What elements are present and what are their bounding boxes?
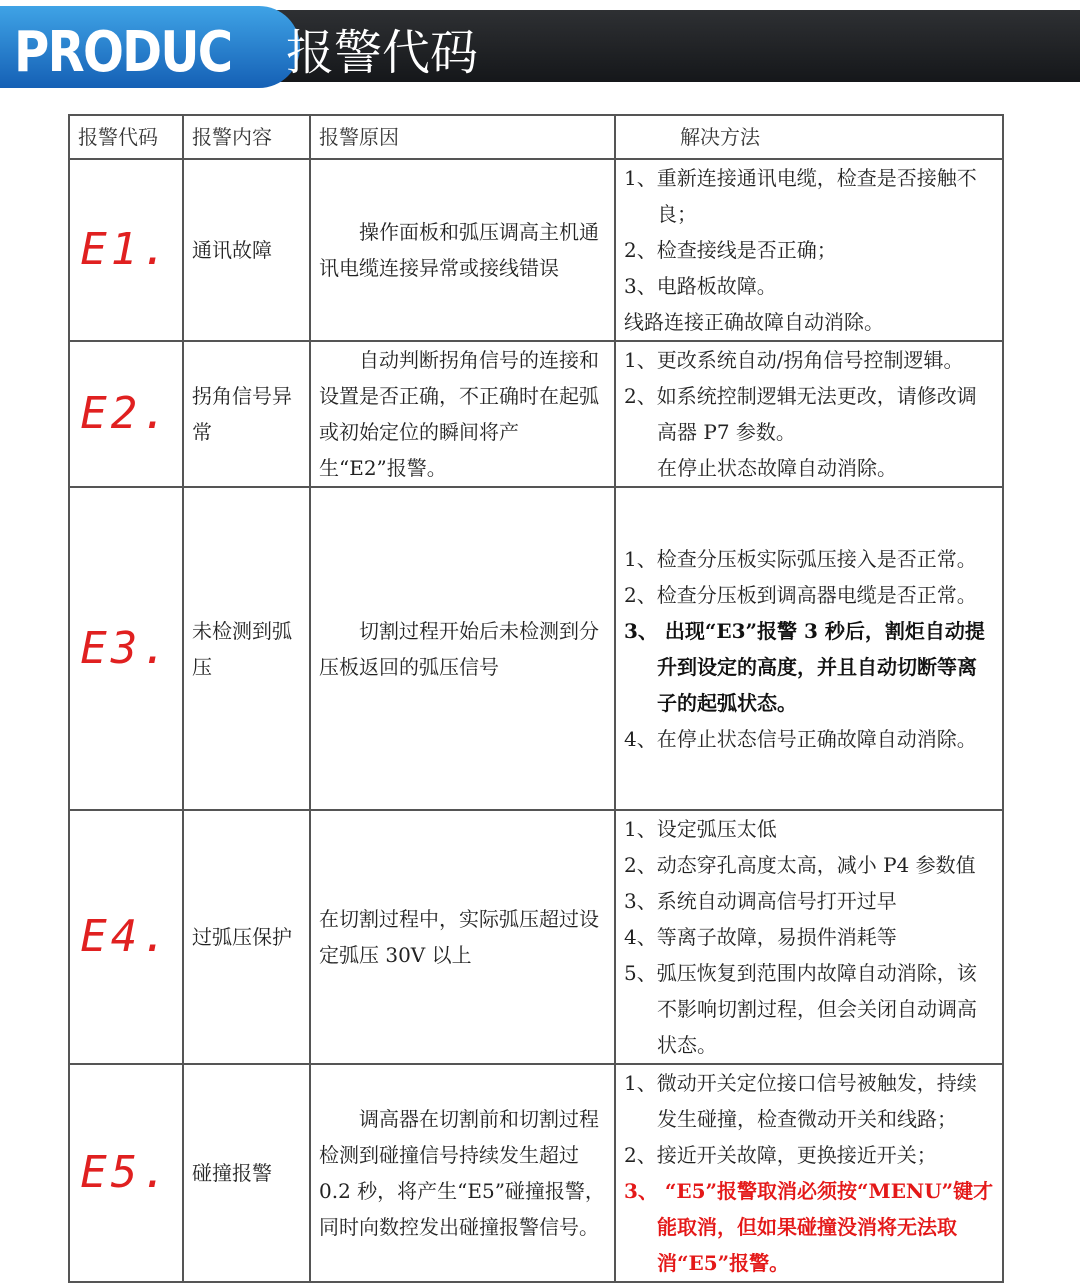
- alarm-cause: 自动判断拐角信号的连接和设置是否正确，不正确时在起弧或初始定位的瞬间将产生“E2”报警。: [310, 341, 615, 487]
- page-title: 报警代码: [286, 25, 479, 81]
- table-row: [69, 1064, 1003, 1282]
- alarm-cause: 调高器在切割前和切割过程检测到碰撞信号持续发生超过 0.2 秒，将产生“E5”碰撞报警，同时向数控发出碰撞报警信号。: [310, 1064, 615, 1282]
- table-row: [69, 341, 1003, 487]
- table-row: [69, 810, 1003, 1064]
- header-solution: 解决方法: [615, 115, 1003, 159]
- solution-line: 1、检查分压板实际弧压接入是否正常。: [624, 546, 977, 571]
- solution-line: 4、等离子故障，易损件消耗等: [624, 925, 897, 949]
- table-header-row: [69, 115, 1003, 159]
- banner-logo-badge: [0, 6, 300, 88]
- alarm-cause: 在切割过程中，实际弧压超过设定弧压 30V 以上: [310, 810, 615, 1064]
- banner-logo: PRODUC: [14, 20, 232, 85]
- solution-line: 1、重新连接通讯电缆，检查是否接触不良；: [624, 166, 977, 226]
- solution-line: 2、如系统控制逻辑无法更改，请修改调高器 P7 参数。: [624, 384, 977, 444]
- alarm-solution: [615, 341, 1003, 487]
- alarm-code: E5.: [69, 1064, 183, 1282]
- header-code: 报警代码: [69, 115, 183, 159]
- alarm-cause: 切割过程开始后未检测到分压板返回的弧压信号: [310, 487, 615, 810]
- alarm-content: 拐角信号异常: [183, 341, 310, 487]
- solution-line: 1、微动开关定位接口信号被触发，持续发生碰撞，检查微动开关和线路；: [624, 1071, 977, 1131]
- solution-line: 线路连接正确故障自动消除。: [624, 310, 884, 334]
- solution-line: 4、在停止状态信号正确故障自动消除。: [624, 726, 977, 751]
- header-banner: [0, 0, 1080, 92]
- table-row: [69, 159, 1003, 341]
- header-content: 报警内容: [183, 115, 310, 159]
- solution-line: 1、更改系统自动/拐角信号控制逻辑。: [624, 348, 964, 372]
- solution-line: 3、 出现“E3”报警 3 秒后，割炬自动提升到设定的高度，并且自动切断等离子的起弧状态。: [624, 618, 985, 715]
- alarm-code: E4.: [69, 810, 183, 1064]
- alarm-content: 未检测到弧压: [183, 487, 310, 810]
- solution-line: 3、系统自动调高信号打开过早: [624, 889, 897, 913]
- alarm-code: E1.: [69, 159, 183, 341]
- alarm-code-table: [68, 114, 1004, 1283]
- alarm-content: 碰撞报警: [183, 1064, 310, 1282]
- solution-line: 5、弧压恢复到范围内故障自动消除，该不影响切割过程，但会关闭自动调高状态。: [624, 961, 977, 1057]
- solution-line-warning: 3、 “E5”报警取消必须按“MENU”键才能取消，但如果碰撞没消将无法取消“E5”报警。: [624, 1179, 994, 1275]
- solution-line: 2、动态穿孔高度太高，减小 P4 参数值: [624, 853, 976, 877]
- alarm-solution: [615, 487, 1003, 810]
- alarm-content: 过弧压保护: [183, 810, 310, 1064]
- alarm-code: E2.: [69, 341, 183, 487]
- alarm-code: E3.: [69, 487, 183, 810]
- alarm-solution: [615, 810, 1003, 1064]
- alarm-solution: [615, 159, 1003, 341]
- solution-line: 1、设定弧压太低: [624, 817, 777, 841]
- solution-line: 3、电路板故障。: [624, 274, 777, 298]
- header-cause: 报警原因: [310, 115, 615, 159]
- table-row: [69, 487, 1003, 810]
- solution-line: 在停止状态故障自动消除。: [657, 456, 897, 480]
- solution-line: 2、接近开关故障，更换接近开关；: [624, 1143, 937, 1167]
- solution-line: 2、检查分压板到调高器电缆是否正常。: [624, 582, 977, 607]
- alarm-solution: [615, 1064, 1003, 1282]
- solution-line: 2、检查接线是否正确；: [624, 238, 837, 262]
- alarm-cause: 操作面板和弧压调高主机通讯电缆连接异常或接线错误: [310, 159, 615, 341]
- alarm-content: 通讯故障: [183, 159, 310, 341]
